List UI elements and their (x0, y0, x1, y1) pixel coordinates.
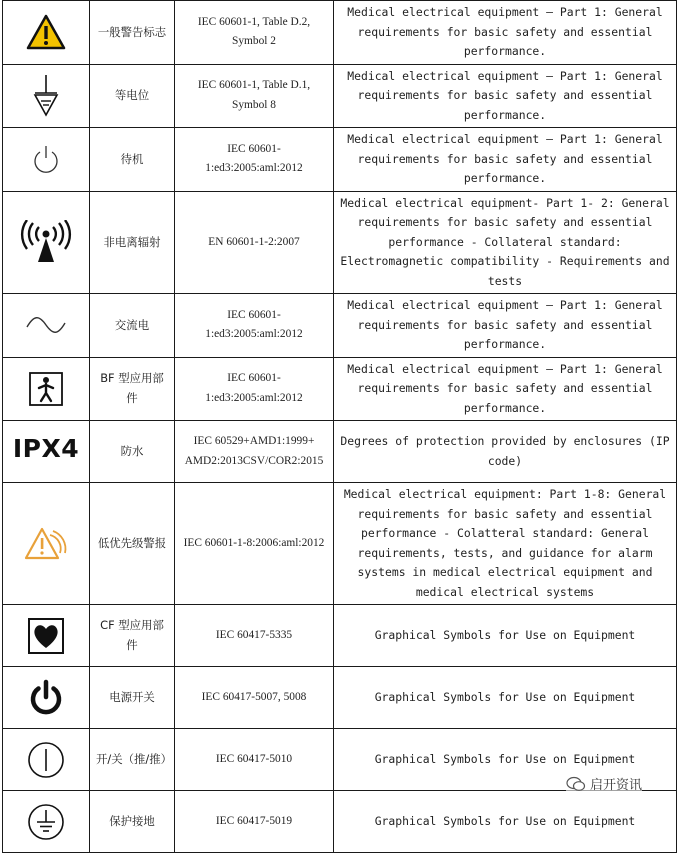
symbol-name: 低优先级警报 (90, 483, 175, 605)
symbol-name: 待机 (90, 128, 175, 192)
standard-reference: IEC 60417-5010 (175, 729, 334, 791)
icon-cell (3, 421, 90, 483)
general-warning-icon (25, 13, 67, 51)
symbol-name: 开/关（推/推） (90, 729, 175, 791)
table-row (3, 128, 677, 192)
standard-reference: IEC 60417-5335 (175, 605, 334, 667)
standard-description: Medical electrical equipment — Part 1: General requirements for basic safety and essential performance. (334, 64, 677, 128)
icon-cell (3, 729, 90, 791)
table-row (3, 667, 677, 729)
table-row (3, 191, 677, 294)
standard-description: Medical electrical equipment — Part 1: General requirements for basic safety and essential performance. (334, 1, 677, 65)
icon-cell (3, 294, 90, 358)
standard-description: Medical electrical equipment — Part 1: General requirements for basic safety and essential performance. (334, 294, 677, 358)
table-row (3, 357, 677, 421)
symbol-name: 保护接地 (90, 791, 175, 853)
table-row (3, 294, 677, 358)
power-switch-icon (27, 679, 65, 717)
standard-description: Graphical Symbols for Use on Equipment (334, 729, 677, 791)
protective-earth-icon (26, 802, 66, 842)
icon-cell (3, 357, 90, 421)
standard-reference: IEC 60529+AMD1:1999+ AMD2:2013CSV/COR2:2015 (175, 421, 334, 483)
standard-reference: IEC 60601-1, Table D.1, Symbol 8 (175, 64, 334, 128)
standard-reference: IEC 60417-5019 (175, 791, 334, 853)
icon-cell (3, 605, 90, 667)
standby-icon (30, 143, 62, 175)
icon-cell (3, 191, 90, 294)
push-on-off-icon (26, 740, 66, 780)
equipotentiality-icon (29, 73, 63, 119)
icon-cell (3, 667, 90, 729)
standard-description: Medical electrical equipment: Part 1-8: General requirements for basic safety and essential performance - Colatteral standard: General requirements, tests, and guidance for alarm systems in medical electrical equipment and medical electrical systems (334, 483, 677, 605)
alternating-current-icon (24, 315, 68, 335)
table-row (3, 791, 677, 853)
standard-description: Graphical Symbols for Use on Equipment (334, 667, 677, 729)
table-row (3, 421, 677, 483)
watermark-text: 启开资讯 (590, 778, 643, 793)
icon-cell (3, 64, 90, 128)
standard-description: Medical electrical equipment — Part 1: General requirements for basic safety and essential performance. (334, 128, 677, 192)
symbol-name: CF 型应用部件 (90, 605, 175, 667)
standard-description: Degrees of protection provided by enclosures (IP code) (334, 421, 677, 483)
standard-reference: IEC 60601-1, Table D.2, Symbol 2 (175, 1, 334, 65)
type-bf-applied-part-icon (28, 371, 64, 407)
table-row (3, 483, 677, 605)
standard-reference: IEC 60601-1-8:2006:aml:2012 (175, 483, 334, 605)
symbol-name: 等电位 (90, 64, 175, 128)
symbol-name: 非电离辐射 (90, 191, 175, 294)
icon-cell (3, 483, 90, 605)
table-row (3, 1, 677, 65)
symbol-name: 防水 (90, 421, 175, 483)
standard-description: Graphical Symbols for Use on Equipment (334, 605, 677, 667)
type-cf-applied-part-icon (27, 617, 65, 655)
low-priority-alarm-icon (24, 525, 68, 563)
wechat-icon (566, 776, 586, 792)
symbol-name: 交流电 (90, 294, 175, 358)
standard-reference: IEC 60601-1:ed3:2005:aml:2012 (175, 128, 334, 192)
standard-reference: IEC 60601-1:ed3:2005:aml:2012 (175, 294, 334, 358)
non-ionizing-radiation-icon (20, 220, 72, 264)
standard-reference: IEC 60601-1:ed3:2005:aml:2012 (175, 357, 334, 421)
watermark (566, 774, 642, 793)
symbols-table (2, 0, 677, 853)
standard-description: Graphical Symbols for Use on Equipment (334, 791, 677, 853)
symbol-name: 一般警告标志 (90, 1, 175, 65)
standard-description: Medical electrical equipment- Part 1- 2: General requirements for basic safety and essential performance - Collateral standard: Electromagnetic compatibility - Requirements and tests (334, 191, 677, 294)
standard-description: Medical electrical equipment — Part 1: General requirements for basic safety and essential performance. (334, 357, 677, 421)
standard-reference: EN 60601-1-2:2007 (175, 191, 334, 294)
icon-cell (3, 1, 90, 65)
symbol-name: BF 型应用部件 (90, 357, 175, 421)
table-row (3, 605, 677, 667)
table-row (3, 64, 677, 128)
ipx4-icon: IPX4 (12, 434, 80, 464)
icon-cell (3, 128, 90, 192)
symbol-name: 电源开关 (90, 667, 175, 729)
standard-reference: IEC 60417-5007, 5008 (175, 667, 334, 729)
icon-cell (3, 791, 90, 853)
